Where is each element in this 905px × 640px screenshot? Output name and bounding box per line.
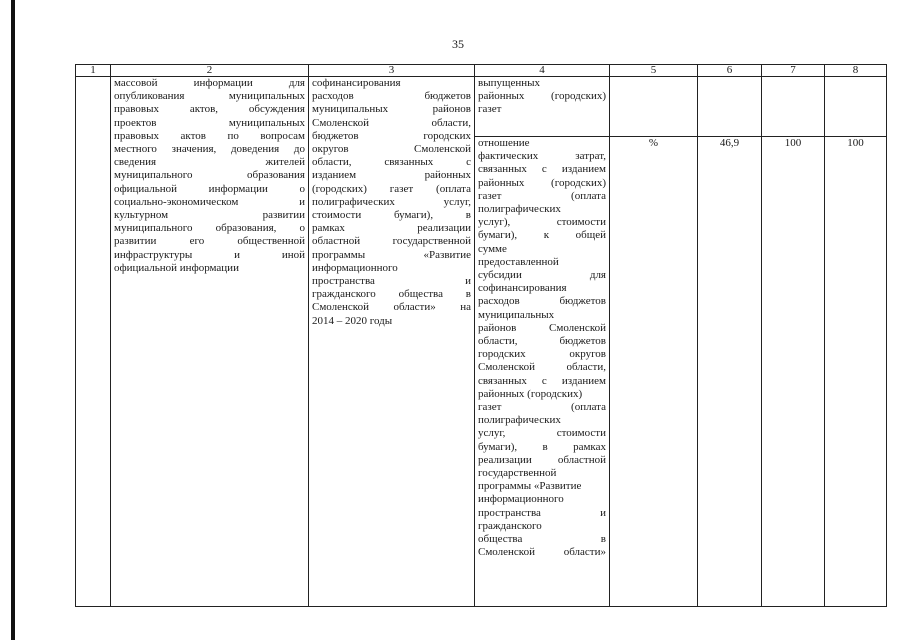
cell-text-line: гражданского общества в: [312, 288, 471, 301]
value-col7-top: [762, 77, 825, 137]
cell-text-line: бумаги), в рамках: [478, 440, 606, 453]
cell-text-line: выпущенных: [478, 77, 540, 89]
cell-text-line: программы «Развитие: [478, 480, 582, 493]
cell-text-line: услуг), стоимости: [478, 216, 606, 229]
cell-text-line: области, связанных с: [312, 156, 471, 169]
cell-text-line: развитии его общественной: [114, 235, 305, 248]
cell-text-line: полиграфических: [478, 203, 561, 216]
page-number: 35: [452, 37, 464, 51]
cell-text-line: газет (оплата: [478, 401, 606, 414]
cell-text-line: Смоленской области,: [478, 361, 606, 374]
cell-text-line: рамках реализации: [312, 222, 471, 235]
cell-col-1: [76, 77, 111, 607]
header-col-1: 1: [76, 65, 111, 77]
header-col-5: 5: [610, 65, 698, 77]
unit-cell: %: [610, 137, 698, 607]
cell-text-line: округов Смоленской: [312, 143, 471, 156]
value-col6-top: [698, 77, 762, 137]
cell-text-line: газет: [478, 103, 502, 116]
cell-text-line: районных (городских): [478, 90, 606, 103]
cell-text-line: предоставленной: [478, 255, 559, 268]
cell-text-line: субсидии для: [478, 269, 606, 282]
cell-text-line: районных (городских): [478, 176, 606, 189]
header-col-6: 6: [698, 65, 762, 77]
cell-text-line: областной государственной: [312, 235, 471, 248]
cell-text-line: бюджетов городских: [312, 129, 471, 142]
cell-text-line: районов Смоленской: [478, 321, 606, 334]
value-col8: 100: [825, 137, 887, 607]
cell-text-line: Смоленской области,: [312, 116, 471, 129]
cell-text-line: опубликования муниципальных: [114, 90, 305, 103]
cell-text-line: районных (городских): [478, 387, 583, 400]
cell-text-line: правовых актов, обсуждения: [114, 103, 305, 116]
cell-text-line: расходов бюджетов: [478, 295, 606, 308]
cell-text-line: общества в: [478, 533, 606, 546]
indicator-description-cell: [111, 77, 309, 607]
indicator-table: [75, 64, 887, 607]
cell-text-line: культурном развитии: [114, 209, 305, 222]
cell-text-line: муниципального образования: [114, 169, 305, 182]
cell-text-line: инфраструктуры и иной: [114, 248, 305, 261]
funding-description-cell: [309, 77, 475, 607]
cell-text-line: газет (оплата: [478, 189, 606, 202]
cell-text-line: стоимости бумаги), в: [312, 209, 471, 222]
cell-text-line: Смоленской области»: [478, 546, 606, 559]
cell-text-line: городских округов: [478, 348, 606, 361]
cell-text-line: 2014 – 2020 годы: [312, 314, 393, 327]
indicator-name-cell-top: [475, 77, 610, 137]
header-col-2: 2: [111, 65, 309, 77]
unit-cell-top: [610, 77, 698, 137]
header-col-8: 8: [825, 65, 887, 77]
cell-text-line: сумме: [478, 242, 507, 255]
header-col-4: 4: [475, 65, 610, 77]
header-col-3: 3: [309, 65, 475, 77]
cell-text-line: официальной информации: [114, 261, 239, 274]
header-row: [76, 65, 887, 77]
cell-text-line: официальной информации о: [114, 182, 305, 195]
cell-text-line: расходов бюджетов: [312, 90, 471, 103]
cell-text-line: информационного: [312, 261, 398, 274]
cell-text-line: муниципального образования, о: [114, 222, 305, 235]
cell-text-line: Смоленской области» на: [312, 301, 471, 314]
cell-text-line: области, бюджетов: [478, 335, 606, 348]
cell-text-line: услуг, стоимости: [478, 427, 606, 440]
value-col7: 100: [762, 137, 825, 607]
cell-text-line: софинансирования: [478, 282, 567, 295]
cell-text-line: пространства и: [312, 275, 471, 288]
header-col-7: 7: [762, 65, 825, 77]
value-col8-top: [825, 77, 887, 137]
cell-text-line: фактических затрат,: [478, 150, 606, 163]
table-row-top: [76, 77, 887, 137]
cell-text-line: связанных с изданием: [478, 374, 606, 387]
cell-text-line: софинансирования: [312, 77, 401, 89]
cell-text-line: муниципальных: [478, 308, 555, 321]
cell-text-line: отношение: [478, 137, 530, 149]
cell-text-line: бумаги), к общей: [478, 229, 606, 242]
cell-text-line: информационного: [478, 493, 564, 506]
indicator-name-cell-bottom: [475, 137, 610, 607]
cell-text-line: государственной: [478, 467, 557, 480]
cell-text-line: правовых актов по вопросам: [114, 129, 305, 142]
cell-text-line: программы «Развитие: [312, 248, 471, 261]
cell-text-line: местного значения, доведения до: [114, 143, 305, 156]
cell-text-line: изданием районных: [312, 169, 471, 182]
cell-text-line: полиграфических услуг,: [312, 195, 471, 208]
cell-text-line: муниципальных районов: [312, 103, 471, 116]
value-col6: 46,9: [698, 137, 762, 607]
scan-edge-bar: [11, 0, 15, 640]
cell-text-line: сведения жителей: [114, 156, 305, 169]
cell-text-line: (городских) газет (оплата: [312, 182, 471, 195]
cell-text-line: массовой информации для: [114, 77, 305, 89]
cell-text-line: гражданского: [478, 519, 542, 532]
cell-text-line: реализации областной: [478, 453, 606, 466]
cell-text-line: полиграфических: [478, 414, 561, 427]
cell-text-line: проектов муниципальных: [114, 116, 305, 129]
cell-text-line: социально-экономическом и: [114, 195, 305, 208]
cell-text-line: связанных с изданием: [478, 163, 606, 176]
cell-text-line: пространства и: [478, 506, 606, 519]
